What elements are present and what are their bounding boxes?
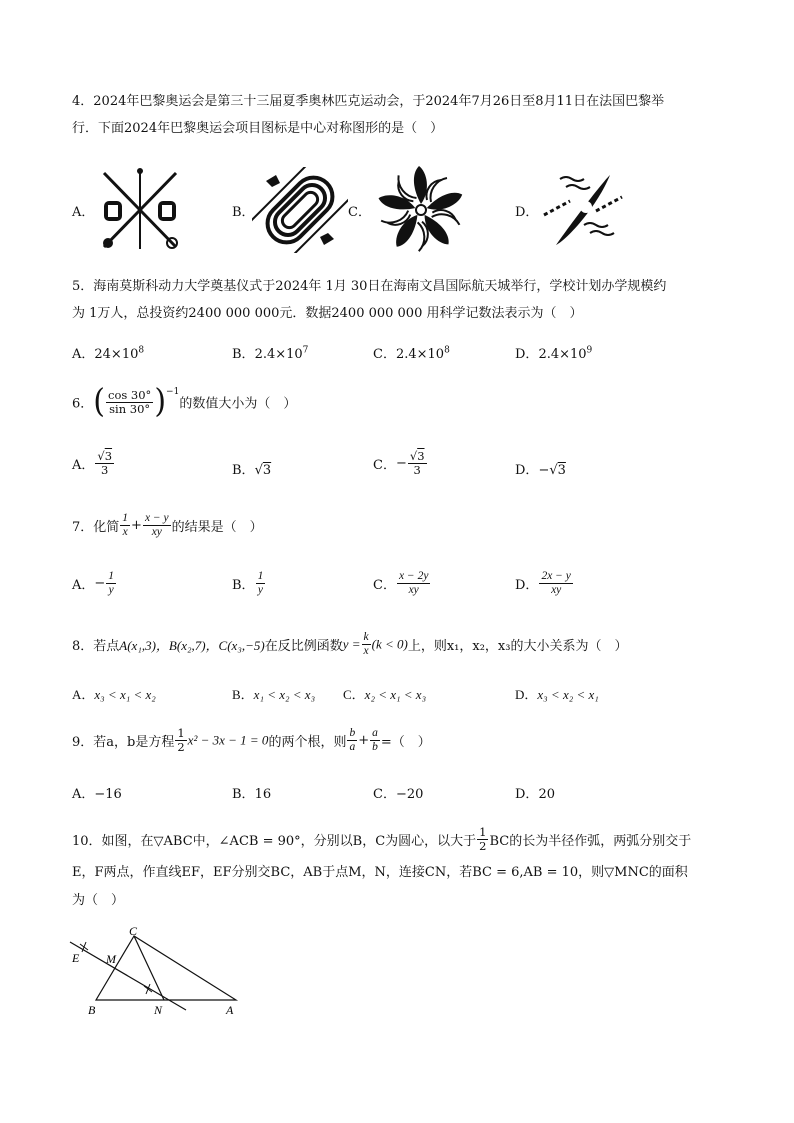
q8-option-c: C．x₂ < x₁ < x₃ bbox=[343, 687, 427, 702]
q7-option-c: C． $\frac{x - 2y}{xy}$ bbox=[373, 570, 429, 596]
q7-option-b: B． $\frac{1}{y}$ bbox=[232, 570, 264, 596]
q4-line2: 行．下面2024年巴黎奥运会项目图标是中心对称图形的是（ ） bbox=[72, 121, 444, 136]
rowing-pinwheel-pictogram-icon bbox=[373, 163, 469, 257]
label-a: A bbox=[226, 1003, 234, 1017]
q6-stem: 6．( $\frac{\cos 30^\circ}{\sin 30^\circ}$ )$^{-1}$的数值大小为（ ） bbox=[72, 382, 297, 421]
q8-stem: 8．若点A(x₁,3)，B(x₂,7)，C(x₃,−5)在反比例函数y = $\frac{k}{x}$ (k < 0)上，则x₁，x₂，x₃的大小关系为（ ） bbox=[72, 631, 628, 657]
q5-line2: 为 1万人，总投资约2400 000 000元．数据2400 000 000 用科学记数法表示为（ ） bbox=[72, 306, 583, 321]
q8-option-a: A．x₃ < x₁ < x₂ bbox=[72, 687, 156, 702]
q7-stem: 7．化简 $\frac{1}{x}$ + $\frac{x - y}{xy}$ 的结果是（ ） bbox=[72, 512, 263, 538]
q7-option-d: D． $\frac{2x - y}{xy}$ bbox=[515, 570, 571, 596]
q9-option-a: A．−16 bbox=[72, 787, 122, 802]
q5-option-b: B．$2.4\times 10^7$ bbox=[232, 345, 309, 362]
label-n: N bbox=[154, 1003, 163, 1017]
q5-option-a: A．$24\times 10^8$ bbox=[72, 345, 145, 362]
q7-option-a: A．− $\frac{1}{y}$ bbox=[72, 570, 115, 596]
label-e: E bbox=[72, 951, 80, 965]
q5-line1: 5．海南莫斯科动力大学奠基仪式于2024年 1月 30日在海南文昌国际航天城举行，学校计划办学规模约 bbox=[72, 279, 667, 294]
fencing-pictogram-icon bbox=[92, 165, 188, 255]
q6-option-a: A． $\frac{√3}{3}$ bbox=[72, 449, 113, 477]
q4-option-c-label: C． bbox=[348, 205, 371, 220]
q6-option-c: C．− $\frac{√3}{3}$ bbox=[373, 449, 425, 477]
q9-option-c: C．−20 bbox=[373, 787, 424, 802]
q4-option-d-label: D． bbox=[515, 205, 539, 220]
q8-option-b: B．x₁ < x₂ < x₃ bbox=[232, 687, 316, 702]
q6-option-d: D．−√3 bbox=[515, 463, 566, 478]
label-c: C bbox=[129, 926, 138, 938]
q5-option-c: C．$2.4\times 10^8$ bbox=[373, 345, 450, 362]
q9-option-d: D．20 bbox=[515, 787, 555, 802]
q4-option-b-label: B． bbox=[232, 205, 255, 220]
q4-stem bbox=[72, 88, 732, 142]
q4-line1: 4．2024年巴黎奥运会是第三十三届夏季奥林匹克运动会，于2024年7月26日至8月11日在法国巴黎举 bbox=[72, 94, 665, 109]
q9-stem: 9．若a，b是方程 $\frac{1}{2}$ x² − 3x − 1 = 0的两个根，则 $\frac{b}{a}$ + $\frac{a}{b}$ =（ ） bbox=[72, 726, 431, 754]
q4-option-a-label: A． bbox=[72, 205, 95, 220]
q5-option-d: D．$2.4\times 10^9$ bbox=[515, 345, 593, 362]
q5-stem bbox=[72, 273, 732, 327]
label-m: M bbox=[106, 952, 116, 966]
q10-triangle-figure bbox=[66, 926, 256, 1020]
athletics-track-pictogram-icon bbox=[252, 167, 348, 253]
q10-line2: E，F两点，作直线EF，EF分别交BC，AB于点M，N，连接CN，若BC = 6,AB = 10，则▽MNC的面积 bbox=[72, 865, 688, 880]
q8-option-d: D．x₃ < x₂ < x₁ bbox=[515, 687, 599, 702]
q10-line3: 为（ ） bbox=[72, 893, 125, 908]
q9-option-b: B．16 bbox=[232, 787, 272, 802]
label-b: B bbox=[88, 1003, 96, 1017]
canoe-pictogram-icon bbox=[540, 165, 626, 255]
q6-option-b: B．√3 bbox=[232, 463, 272, 478]
q10-line1: 10．如图，在▽ABC中，∠ACB = 90°，分别以B，C为圆心，以大于 $\frac{1}{2}$ BC的长为半径作弧，两弧分别交于 bbox=[72, 825, 692, 853]
